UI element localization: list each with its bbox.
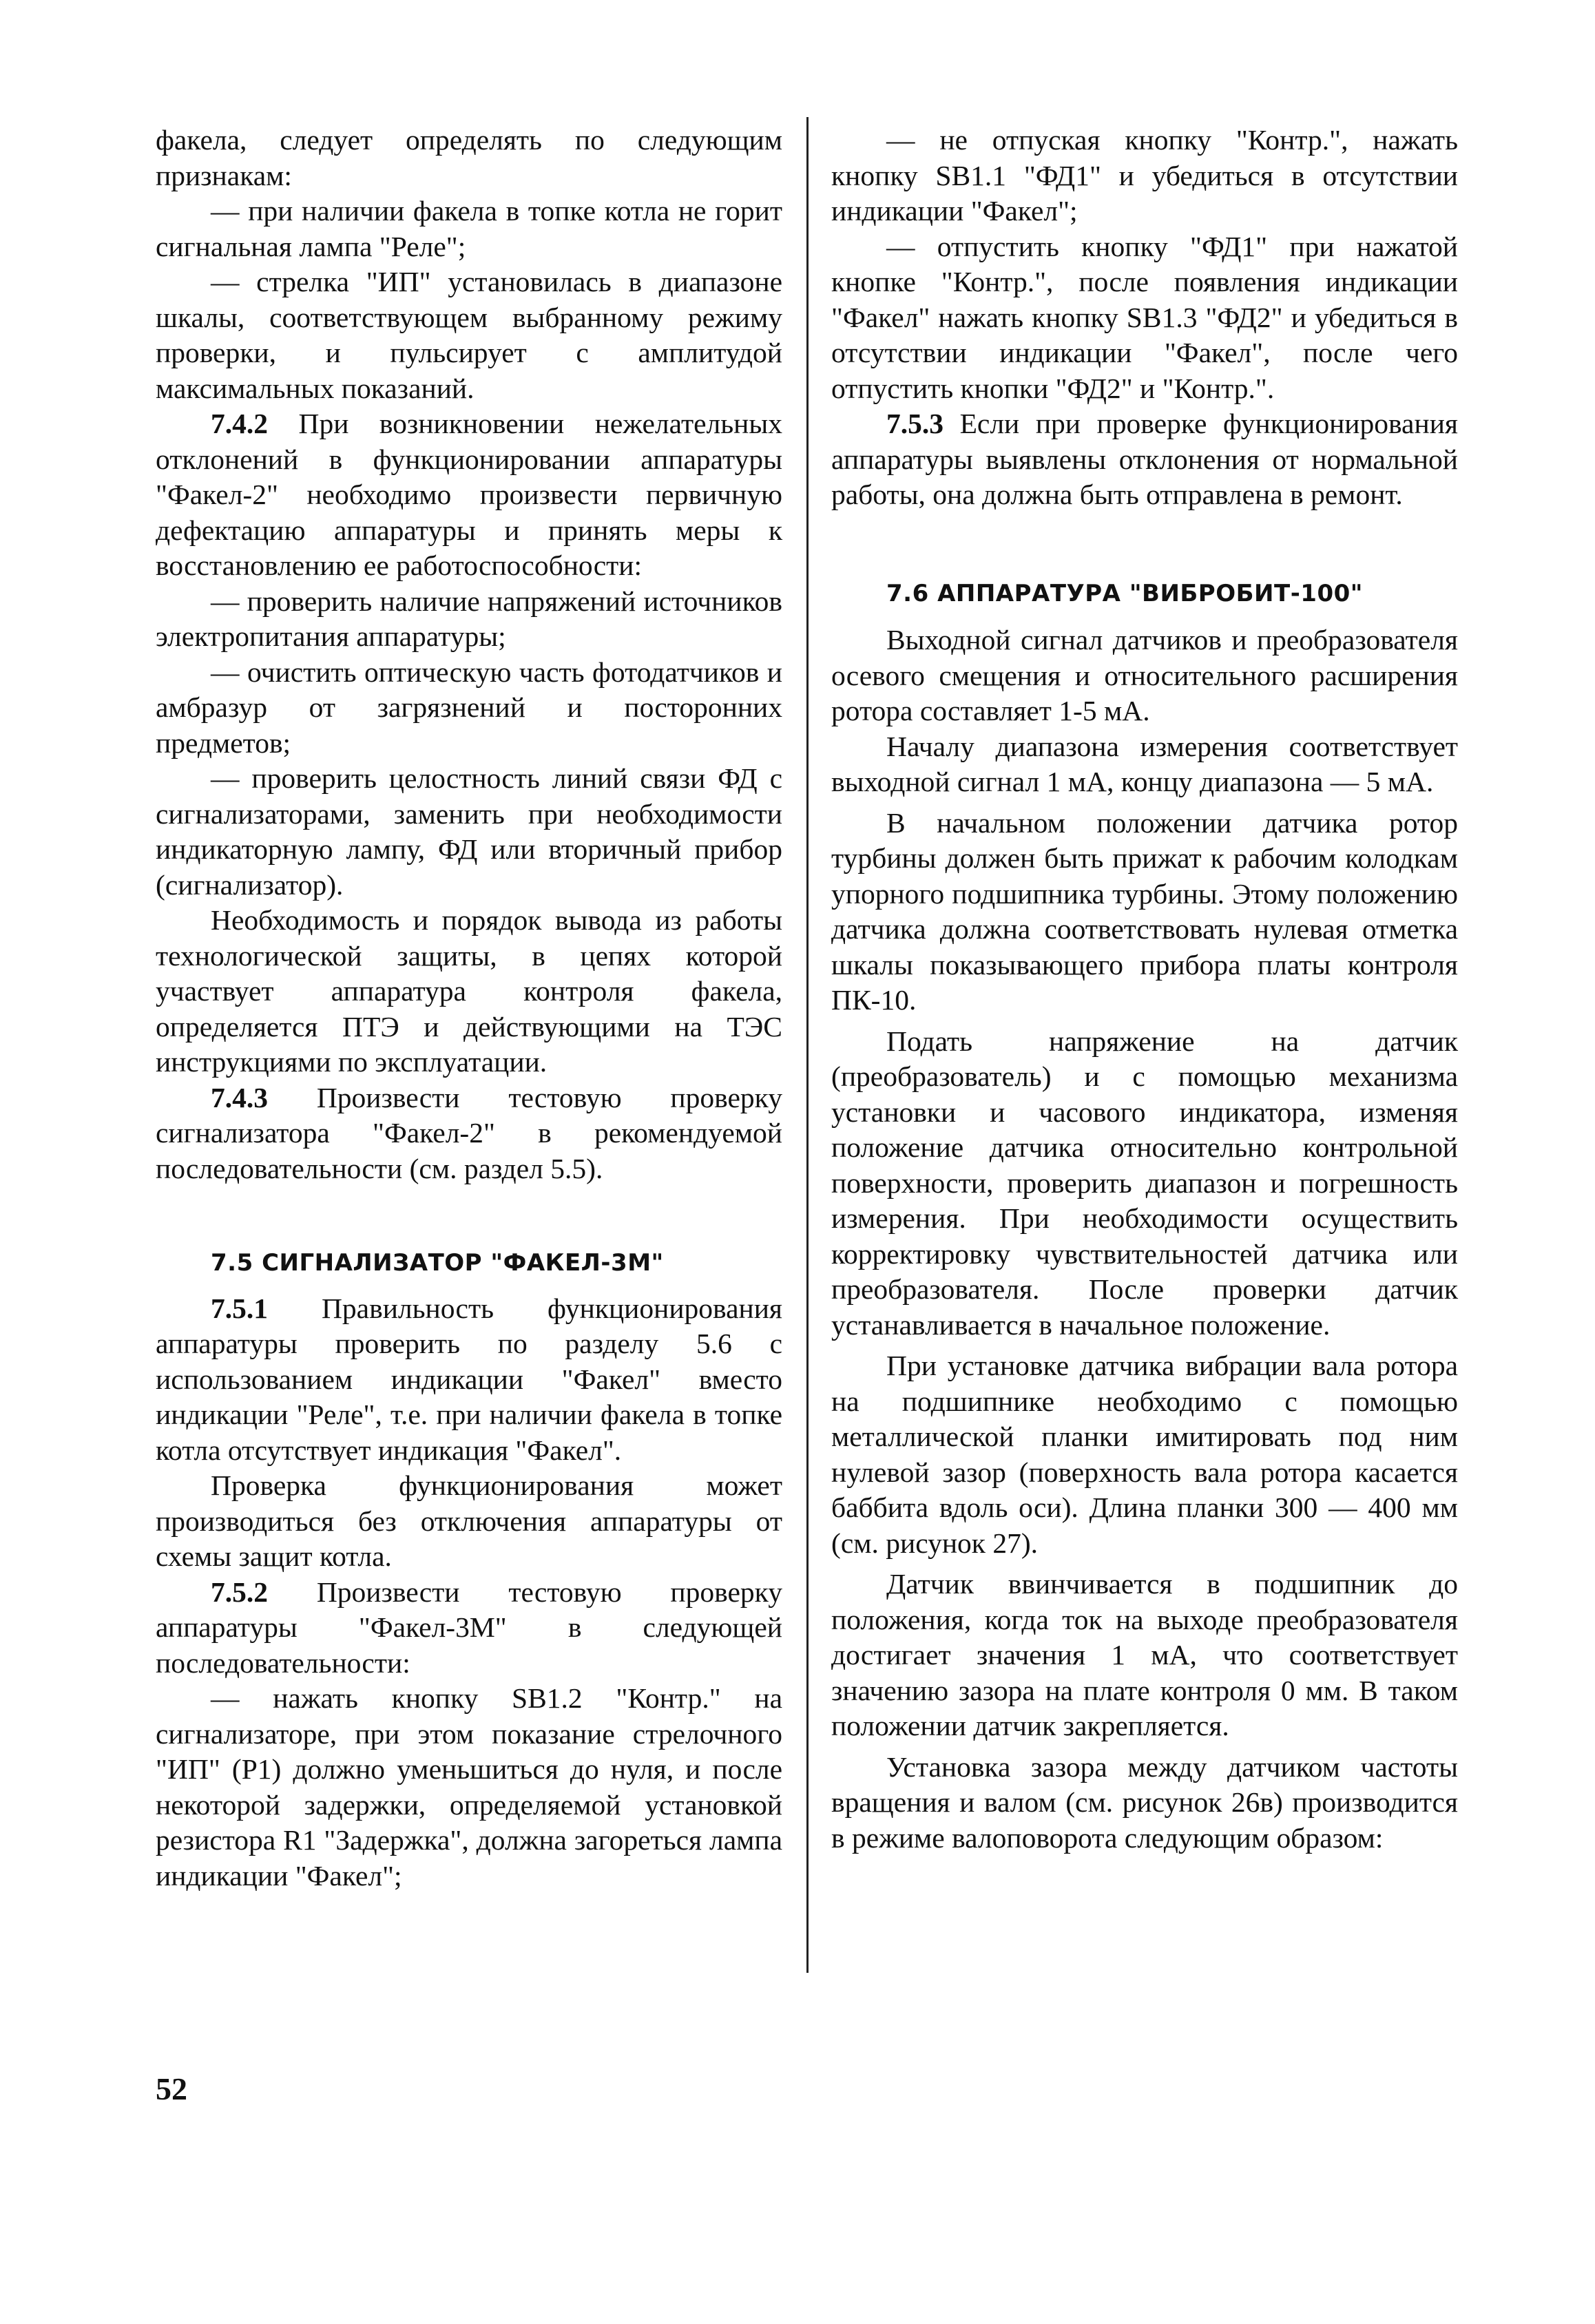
paragraph: — стрелка "ИП" установилась в диапазоне шкалы, соответствующем выбранному режиму проверки, и пульсирует с амплитудой максимальных показаний. [156, 266, 782, 404]
paragraph [831, 406, 1458, 513]
clause-number: 7.5.2 [211, 1575, 268, 1608]
page-number: 52 [156, 2071, 187, 2106]
clause-number: 7.5.3 [886, 408, 944, 439]
paragraph: Подать напряжение на датчик (преобразователь) и с помощью механизма установки и часового индикатора, изменяя положение датчика относительно контрольной поверхности, проверить диапазон и погрешность измерения. При необходимости осуществить корректировку чувствительностей датчика или преобразователя. После проверки датчик устанавливается в начальное положение. [831, 1025, 1458, 1341]
clause-number: 7.4.3 [211, 1081, 268, 1113]
paragraph: — не отпуская кнопку "Контр.", нажать кнопку SB1.1 "ФД1" и убедиться в отсутствии индикации "Факел"; [831, 124, 1458, 227]
section-heading: 7.5 СИГНАЛИЗАТОР "ФАКЕЛ-3М" [211, 1249, 664, 1277]
paragraph-text: Произвести тестовую проверку сигнализатора "Факел-2" в рекомендуемой последовательности (см. раздел 5.5). [156, 1081, 782, 1184]
paragraph: факела, следует определять по следующим признакам: [156, 124, 782, 191]
paragraph [156, 1291, 782, 1469]
paragraph: — проверить целостность линий связи ФД с сигнализаторами, заменить при необходимости индикаторную лампу, ФД или вторичный прибор (сигнализатор). [156, 762, 782, 901]
paragraph-text: Если при проверке функционирования аппаратуры выявлены отклонения от нормальной работы, она должна быть отправлена в ремонт. [831, 408, 1458, 510]
clause-number: 7.5.1 [211, 1292, 268, 1324]
paragraph: При установке датчика вибрации вала ротора на подшипнике необходимо с помощью металлической планки имитировать под ним нулевой зазор (поверхность вала ротора касается баббита вдоль оси). Длина планки 300 — 400 мм (см. рисунок 27). [831, 1350, 1458, 1559]
right-column [831, 123, 1458, 1856]
paragraph: В начальном положении датчика ротор турбины должен быть прижат к рабочим колодкам упорного подшипника турбины. Этому положению датчика должна соответствовать нулевая отметка шкалы показывающего прибора платы контроля ПК-10. [831, 806, 1458, 1016]
paragraph: Необходимость и порядок вывода из работы технологической защиты, в цепях которой участвует аппаратура контроля факела, определяется ПТЭ и действующими на ТЭС инструкциями по эксплуатации. [156, 904, 782, 1078]
paragraph: Датчик ввинчивается в подшипник до положения, когда ток на выходе преобразователя достигает значения 1 мА, что соответствует значению зазора на плате контроля 0 мм. В таком положении датчик закрепляется. [831, 1568, 1458, 1741]
paragraph-text: Произвести тестовую проверку аппаратуры "Факел-3М" в следующей последовательности: [156, 1575, 782, 1679]
paragraph: Началу диапазона измерения соответствует выходной сигнал 1 мА, концу диапазона — 5 мА. [831, 730, 1458, 797]
paragraph [156, 406, 782, 584]
paragraph: Проверка функционирования может производиться без отключения аппаратуры от схемы защит котла. [156, 1469, 782, 1572]
paragraph-text: Правильность функционирования аппаратуры проверить по разделу 5.6 с использованием индикации "Факел" вместо индикации "Реле", т.е. при наличии факела в топке котла отсутствует индикация "Факел". [156, 1292, 782, 1466]
paragraph: — очистить оптическую часть фотодатчиков и амбразур от загрязнений и посторонних предметов; [156, 656, 782, 759]
paragraph-text: При возникновении нежелательных отклонений в функционировании аппаратуры "Факел-2" необходимо произвести первичную дефектацию аппаратуры и принять меры к восстановлению ее работоспособности: [156, 408, 782, 581]
section-heading: 7.6 АППАРАТУРА "ВИБРОБИТ-100" [886, 579, 1363, 607]
column-divider [806, 117, 809, 1973]
left-column [156, 123, 782, 1894]
paragraph: Выходной сигнал датчиков и преобразователя осевого смещения и относительного расширения ротора составляет 1-5 мА. [831, 624, 1458, 726]
clause-number: 7.4.2 [211, 408, 268, 439]
paragraph: Установка зазора между датчиком частоты вращения и валом (см. рисунок 26в) производится в режиме валоповорота следующим образом: [831, 1750, 1458, 1854]
paragraph [156, 1080, 782, 1187]
paragraph: — при наличии факела в топке котла не горит сигнальная лампа "Реле"; [156, 195, 782, 262]
paragraph: — проверить наличие напряжений источников электропитания аппаратуры; [156, 585, 782, 652]
paragraph: — нажать кнопку SB1.2 "Контр." на сигнализаторе, при этом показание стрелочного "ИП" (Р1) должно уменьшиться до нуля, и после некоторой задержки, определяемой установкой резистора R1 "Задержка", должна загореться лампа индикации "Факел"; [156, 1682, 782, 1892]
paragraph: — отпустить кнопку "ФД1" при нажатой кнопке "Контр.", после появления индикации "Факел" нажать кнопку SB1.3 "ФД2" и убедиться в отсутствии индикации "Факел", после чего отпустить кнопки "ФД2" и "Контр.". [831, 230, 1458, 404]
paragraph [156, 1575, 782, 1682]
